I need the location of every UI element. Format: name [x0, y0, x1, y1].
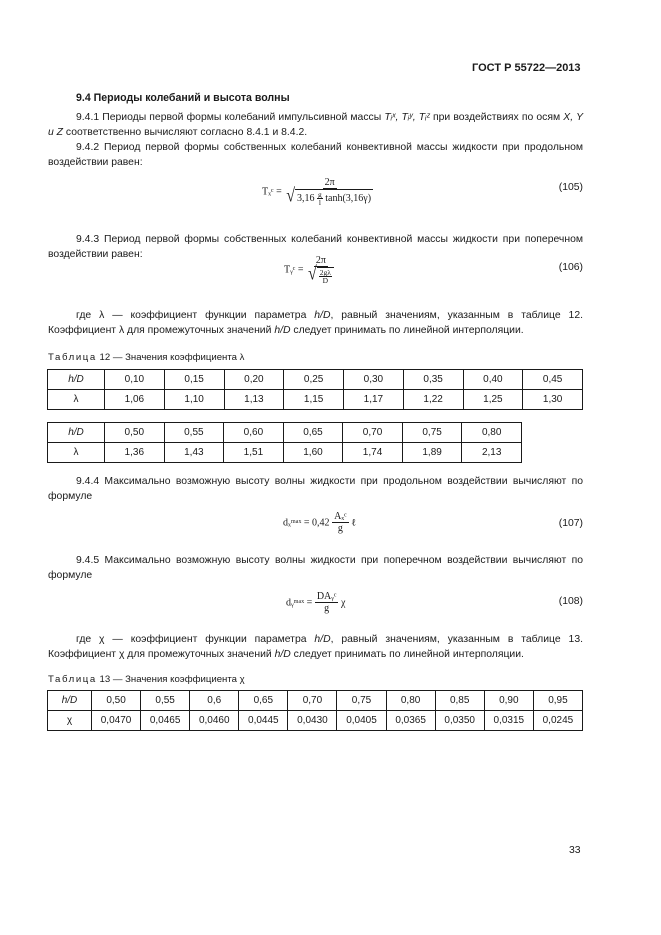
- table-12-part-1: [47, 369, 583, 410]
- table-cell: 1,36: [105, 443, 165, 463]
- table-cell: 0,35: [403, 370, 463, 390]
- table-cell: 0,0315: [484, 711, 533, 731]
- equation-number-107: (107): [558, 518, 583, 529]
- table-13: [47, 690, 583, 731]
- table-cell: 2,13: [462, 443, 522, 463]
- table-cell: 0,90: [484, 691, 533, 711]
- table-cell: 0,10: [105, 370, 165, 390]
- table-cell: 0,50: [92, 691, 141, 711]
- table-cell: 0,75: [337, 691, 386, 711]
- table-cell: 0,25: [284, 370, 344, 390]
- table-cell: 0,80: [386, 691, 435, 711]
- paragraph-9-4-3: 9.4.3 Период первой формы собственных колебаний конвективной массы жидкости при поперечном воздействии равен:: [48, 234, 583, 260]
- table-cell: 1,89: [402, 443, 462, 463]
- table-cell: 1,15: [284, 390, 344, 410]
- paragraph-chi: где χ — коэффициент функции параметра h/D, равный значениям, указанным в таблице 13. Коэффициент χ для промежуточных значений h/D следует принимать по линейной интерполяции.: [48, 634, 583, 660]
- equation-number-106: (106): [558, 262, 583, 273]
- table-header-cell: λ: [48, 443, 105, 463]
- equation-number-108: (108): [558, 596, 583, 607]
- equation-108: dᵧᵐᵃˣ = $\frac{\text{DAᵧᶜ}}{g}$ χ: [286, 591, 346, 614]
- equation-107: dₓᵐᵃˣ = 0,42 $\frac{\text{Aₓᶜ}}{g}$ ℓ: [283, 511, 357, 534]
- equation-number-105: (105): [558, 182, 583, 193]
- table-row: [48, 711, 583, 731]
- paragraph-lambda: где λ — коэффициент функции параметра h/D, равный значениям, указанным в таблице 12. Коэффициент λ для промежуточных значений h/D следует принимать по линейной интерполяции.: [48, 310, 583, 336]
- table-row: [48, 443, 522, 463]
- table-cell: 0,0470: [92, 711, 141, 731]
- table-cell: 0,80: [462, 423, 522, 443]
- table-cell: 1,51: [224, 443, 284, 463]
- table-cell: 0,85: [435, 691, 484, 711]
- table-cell: 1,22: [403, 390, 463, 410]
- table-cell: 1,43: [164, 443, 224, 463]
- table-cell: 0,0465: [141, 711, 190, 731]
- table-cell: 0,95: [533, 691, 582, 711]
- table-header-cell: h/D: [48, 370, 105, 390]
- table-cell: 1,60: [283, 443, 343, 463]
- table-header-cell: h/D: [48, 691, 92, 711]
- table-cell: 1,30: [523, 390, 583, 410]
- table-cell: 0,60: [224, 423, 284, 443]
- section-title: 9.4 Периоды колебаний и высота волны: [76, 92, 290, 104]
- paragraph-9-4-2: 9.4.2 Период первой формы собственных колебаний конвективной массы жидкости при продольном воздействии равен:: [48, 142, 583, 168]
- table-cell: 0,0365: [386, 711, 435, 731]
- table-cell: 0,65: [239, 691, 288, 711]
- table-cell: 0,0460: [190, 711, 239, 731]
- table-cell: 1,74: [343, 443, 403, 463]
- table-cell: 0,0445: [239, 711, 288, 731]
- table-cell: 0,55: [164, 423, 224, 443]
- table-cell: 0,15: [164, 370, 224, 390]
- table-cell: 0,6: [190, 691, 239, 711]
- table-header-cell: h/D: [48, 423, 105, 443]
- paragraph-9-4-5: 9.4.5 Максимально возможную высоту волны жидкости при поперечном воздействии вычисляют по формуле: [48, 555, 583, 581]
- table-cell: 0,0245: [533, 711, 582, 731]
- table-row: [48, 691, 583, 711]
- table-cell: 0,0350: [435, 711, 484, 731]
- paragraph-9-4-1: 9.4.1 Периоды первой формы колебаний импульсивной массы Tᵢˣ, Tᵢʸ, Tᵢᶻ при воздействиях по осям X, Y и Z соответственно вычисляют согласно 8.4.1 и 8.4.2.: [48, 112, 583, 138]
- table-12-part-2: [47, 422, 522, 463]
- table-12-caption: Таблица 12 — Значения коэффициента λ: [48, 352, 245, 363]
- table-cell: 0,75: [402, 423, 462, 443]
- table-cell: 0,40: [463, 370, 523, 390]
- page-number: 33: [569, 845, 581, 856]
- table-cell: 0,55: [141, 691, 190, 711]
- table-row: [48, 423, 522, 443]
- equation-105: Tₓᶜ = 2π √ 3,16 $\frac{g}{l}$ tanh(3,16γ): [262, 177, 372, 207]
- table-cell: 0,30: [344, 370, 404, 390]
- table-cell: 1,10: [164, 390, 224, 410]
- table-cell: 0,65: [283, 423, 343, 443]
- table-cell: 0,50: [105, 423, 165, 443]
- table-cell: 1,13: [224, 390, 284, 410]
- table-row: [48, 370, 583, 390]
- table-header-cell: χ: [48, 711, 92, 731]
- document-code: ГОСТ Р 55722—2013: [472, 62, 581, 74]
- table-cell: 0,45: [523, 370, 583, 390]
- table-cell: 1,17: [344, 390, 404, 410]
- table-cell: 0,20: [224, 370, 284, 390]
- table-row: [48, 390, 583, 410]
- table-cell: 0,0405: [337, 711, 386, 731]
- table-cell: 0,0430: [288, 711, 337, 731]
- table-header-cell: λ: [48, 390, 105, 410]
- equation-106: Tᵧᶜ = 2π √ $\frac{2g\lambda}{D}$: [284, 256, 336, 284]
- paragraph-9-4-4: 9.4.4 Максимально возможную высоту волны жидкости при продольном воздействии вычисляют по формуле: [48, 476, 583, 502]
- table-cell: 0,70: [288, 691, 337, 711]
- table-cell: 1,25: [463, 390, 523, 410]
- table-cell: 0,70: [343, 423, 403, 443]
- table-cell: 1,06: [105, 390, 165, 410]
- table-13-caption: Таблица 13 — Значения коэффициента χ: [48, 674, 245, 685]
